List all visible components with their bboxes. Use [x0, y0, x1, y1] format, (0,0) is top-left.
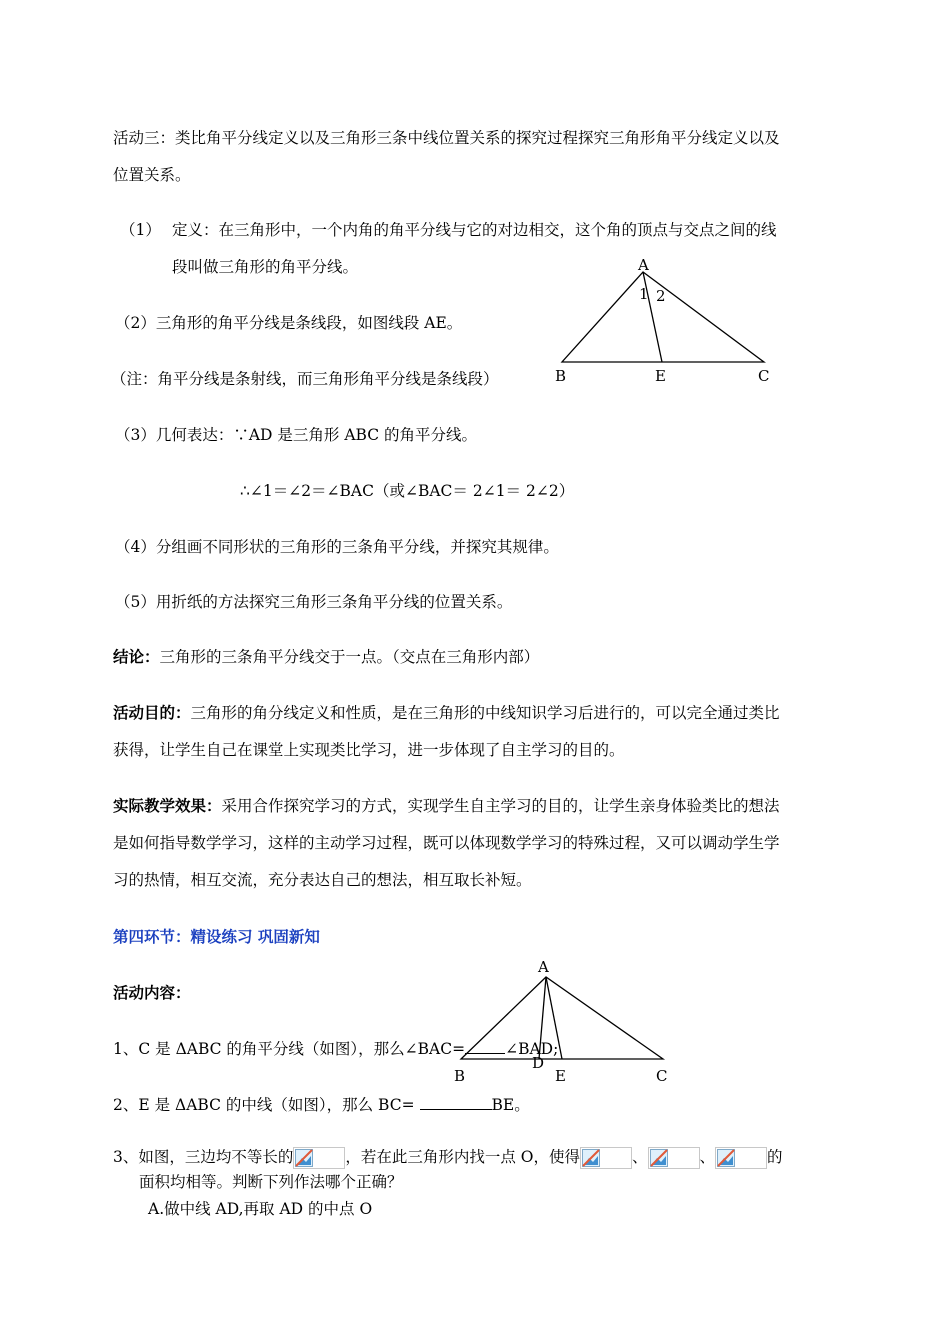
exercise3-separator-1: 、: [632, 1148, 648, 1166]
effect-line3: 习的热情，相互交流，充分表达自己的想法，相互取长补短。: [113, 871, 532, 889]
effect-label: 实际教学效果：: [113, 796, 222, 815]
item5-text: （5）用折纸的方法探究三角形三条角平分线的位置关系。: [115, 593, 513, 611]
section4-heading: 第四环节：精设练习 巩固新知: [113, 927, 320, 946]
fig1-label-e: E: [655, 367, 666, 385]
activity-content-label: 活动内容：: [113, 983, 191, 1002]
triangle-figure-1: [545, 252, 785, 392]
conclusion: [113, 647, 539, 667]
exercise-2: [113, 1095, 530, 1115]
fig1-label-angle1: 1: [639, 285, 649, 303]
broken-image-icon: [715, 1147, 767, 1169]
item1-text: 定义：在三角形中，一个内角的角平分线与它的对边相交，这个角的顶点与交点之间的线: [172, 221, 777, 239]
fig2-label-c: C: [656, 1067, 668, 1085]
exercise-3-line2: 面积均相等。判断下列作法哪个正确？: [139, 1173, 403, 1191]
fig2-label-a: A: [538, 958, 549, 976]
item3-expression: ∴∠1＝∠2＝∠BAC（或∠BAC＝ 2∠1＝ 2∠2）: [240, 482, 575, 500]
exercise3-prefix: 3、如图，三边均不等长的: [113, 1148, 294, 1166]
fig1-label-c: C: [758, 367, 770, 385]
exercise3-middle: ，若在此三角形内找一点 O，使得: [345, 1148, 581, 1166]
exercise2-blank: [420, 1095, 492, 1110]
fig1-label-a: A: [638, 256, 649, 274]
broken-image-icon: [293, 1147, 345, 1169]
effect-line2: 是如何指导数学学习，这样的主动学习过程，既可以体现数学学习的特殊过程，又可以调动学生学: [113, 834, 780, 852]
triangle-figure-2: [445, 952, 685, 1092]
exercise-3-line1: [113, 1147, 783, 1169]
fig2-label-e: E: [555, 1067, 566, 1085]
exercise1-blank: [465, 1039, 505, 1054]
broken-image-icon: [648, 1147, 700, 1169]
triangle-abc-1: [562, 272, 764, 362]
activity3-line1: 活动三：类比角平分线定义以及三角形三条中线位置关系的探究过程探究三角形角平分线定义以及: [113, 129, 780, 147]
item-note: （注：角平分线是条射线，而三角形角平分线是条线段）: [111, 370, 499, 388]
purpose-line2: 获得，让学生自己在课堂上实现类比学习，进一步体现了自主学习的目的。: [113, 741, 625, 759]
exercise3-separator-2: 、: [699, 1148, 716, 1166]
exercise-3-option-a: A.做中线 AD,再取 AD 的中点 O: [148, 1200, 373, 1218]
fig2-label-b: B: [454, 1067, 466, 1085]
exercise2-prefix: 2、E 是 ΔABC 的中线（如图），那么 BC=: [113, 1096, 415, 1114]
exercise1-suffix: ∠BAD;: [505, 1040, 559, 1058]
item3-text: （3）几何表达：∵AD 是三角形 ABC 的角平分线。: [115, 426, 477, 444]
broken-image-icon: [580, 1147, 632, 1169]
exercise1-prefix: 1、C 是 ΔABC 的角平分线（如图），那么∠BAC=: [113, 1040, 466, 1058]
fig1-label-angle2: 2: [656, 287, 666, 305]
fig2-label-d: D: [532, 1054, 545, 1072]
purpose-text1: 三角形的角分线定义和性质，是在三角形的中线知识学习后进行的，可以完全通过类比: [190, 704, 780, 722]
item1-continuation: 段叫做三角形的角平分线。: [172, 258, 359, 276]
effect-text1: 采用合作探究学习的方式，实现学生自主学习的目的，让学生亲身体验类比的想法: [221, 797, 780, 815]
activity3-line2: 位置关系。: [113, 166, 191, 184]
item4-text: （4）分组画不同形状的三角形的三条角平分线，并探究其规律。: [115, 538, 559, 556]
exercise-1: [113, 1039, 558, 1059]
conclusion-label: 结论：: [113, 647, 160, 666]
fig1-label-b: B: [555, 367, 567, 385]
exercise2-suffix: BE。: [491, 1096, 530, 1114]
item2-text: （2）三角形的角平分线是条线段，如图线段 AE。: [115, 314, 463, 332]
effect-line1: [113, 796, 780, 816]
purpose-line1: [113, 703, 780, 723]
purpose-label: 活动目的：: [113, 703, 191, 722]
exercise3-end: 的: [767, 1148, 783, 1166]
conclusion-text: 三角形的三条角平分线交于一点。（交点在三角形内部）: [159, 648, 540, 666]
item1-number: （1）: [120, 221, 161, 239]
